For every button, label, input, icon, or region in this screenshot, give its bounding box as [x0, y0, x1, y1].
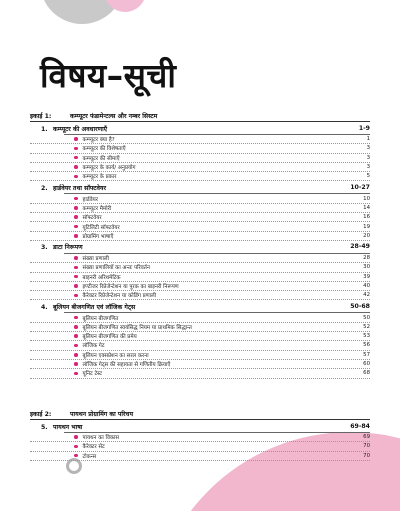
unit-section: [30, 408, 370, 461]
chapter-title: पायथन भाषा: [53, 423, 83, 431]
topic-entry[interactable]: [30, 144, 370, 153]
topic-entry[interactable]: [30, 194, 370, 203]
chapter-title: बूलियन बीजगणित एवं लॉजिक गेट्स: [53, 303, 136, 311]
bullet-icon: [74, 316, 78, 320]
bullet-icon: [74, 165, 78, 169]
topic-page-number: 1: [366, 136, 370, 143]
topic-label: कैरेक्टर सेट: [82, 444, 105, 451]
chapter-number: 2.: [41, 184, 48, 192]
chapter-title: हार्डवेयर तथा सॉफ्टवेयर: [53, 184, 107, 192]
chapter-number: 5.: [41, 423, 48, 431]
topic-page-number: 5: [366, 173, 370, 180]
bullet-icon: [74, 225, 78, 229]
topic-label: संख्या प्रणालियों का अन्तः परिवर्तन: [82, 265, 150, 272]
chapter-page-range: 10-27: [350, 183, 370, 191]
chapter-page-range: 69-84: [350, 422, 370, 430]
bullet-icon: [74, 344, 78, 348]
topic-page-number: 50: [363, 314, 370, 321]
chapter-heading[interactable]: [30, 241, 370, 253]
topic-label: लॉजिक गेट: [82, 343, 105, 350]
topic-entry[interactable]: [30, 263, 370, 272]
topic-page-number: 70: [363, 452, 370, 459]
topic-label: इण्टीजर रिप्रेजेन्टेशन या पूरक का बाइनरी निरूपण: [82, 284, 179, 290]
page-title: विषय–सूची: [40, 56, 177, 95]
topic-page-number: 42: [363, 292, 370, 299]
chapter-entry: [30, 420, 370, 461]
topic-label: टोकन्स: [82, 453, 97, 460]
chapter-entry: [30, 241, 370, 300]
topic-page-number: 69: [363, 434, 370, 441]
topic-page-number: 30: [363, 264, 370, 271]
chapter-number: 1.: [41, 125, 48, 133]
topic-page-number: 52: [363, 323, 370, 330]
topic-label: हार्डवेयर: [82, 196, 98, 203]
topic-entry[interactable]: [30, 135, 370, 144]
topic-entry[interactable]: [30, 232, 370, 241]
bullet-icon: [74, 362, 78, 366]
bullet-icon: [74, 372, 78, 376]
topic-label: बाइनरी अरिथमेटिक: [82, 274, 121, 281]
bullet-icon: [74, 353, 78, 357]
topic-page-number: 28: [363, 255, 370, 262]
topic-entry[interactable]: [30, 351, 370, 360]
chapter-heading[interactable]: [30, 181, 370, 193]
topic-entry[interactable]: [30, 282, 370, 291]
topic-label: कम्प्यूटर की सीमाएँ: [82, 155, 120, 162]
bullet-icon: [74, 175, 78, 179]
topic-label: लॉजिक गेट्स की सहायता से गणितीय क्रियाएँ: [82, 362, 171, 369]
topic-entry[interactable]: [30, 154, 370, 163]
bullet-icon: [74, 234, 78, 238]
topic-label: कम्प्यूटर क्या है?: [82, 137, 115, 144]
topic-entry[interactable]: [30, 452, 370, 461]
topic-entry[interactable]: [30, 313, 370, 322]
topic-entry[interactable]: [30, 433, 370, 442]
topic-page-number: 56: [363, 342, 370, 349]
bullet-icon: [74, 215, 78, 219]
topic-entry[interactable]: [30, 291, 370, 300]
topic-page-number: 3: [366, 164, 370, 171]
chapter-entry: [30, 300, 370, 378]
topic-page-number: 14: [363, 204, 370, 211]
topic-label: बूलियन एक्सप्रेशन का सरल करना: [82, 352, 149, 359]
chapter-page-range: 50-68: [350, 302, 370, 310]
chapter-heading[interactable]: [30, 300, 370, 312]
topic-page-number: 10: [363, 195, 370, 202]
bullet-icon: [74, 156, 78, 160]
topic-page-number: 60: [363, 361, 370, 368]
topic-label: कम्प्यूटर की विशेषताएँ: [82, 146, 126, 153]
unit-title: पायथन प्रोग्रामिंग का परिचय: [70, 411, 134, 418]
chapter-number: 3.: [41, 244, 48, 252]
topic-page-number: 70: [363, 443, 370, 450]
topic-entry[interactable]: [30, 323, 370, 332]
unit-header: [30, 110, 370, 122]
topic-page-number: 39: [363, 273, 370, 280]
bullet-icon: [74, 256, 78, 260]
bullet-icon: [74, 454, 78, 458]
topic-label: कम्प्यूटर के कार्य/ अनुप्रयोग: [82, 165, 136, 172]
topic-entry[interactable]: [30, 341, 370, 350]
bullet-icon: [74, 284, 78, 288]
topic-label: कैरेक्टर रिप्रेजेन्टेशन या कोडिंग प्रणाली: [82, 293, 157, 300]
topic-page-number: 40: [363, 283, 370, 289]
topic-label: बूलियन बीजगणित: [82, 315, 119, 322]
chapter-title: डाटा निरूपण: [53, 244, 83, 252]
chapter-heading[interactable]: [30, 420, 370, 432]
chapter-number: 4.: [41, 303, 48, 311]
topic-page-number: 16: [363, 214, 370, 221]
unit-number: इकाई 2:: [30, 411, 52, 418]
topic-entry[interactable]: [30, 442, 370, 451]
topic-label: कम्प्यूटर मैमोरी: [82, 205, 112, 212]
topic-page-number: 57: [363, 351, 370, 358]
bullet-icon: [74, 206, 78, 210]
topic-entry[interactable]: [30, 222, 370, 231]
topic-entry[interactable]: [30, 213, 370, 222]
chapter-entry: [30, 181, 370, 240]
topic-entry[interactable]: [30, 273, 370, 282]
bullet-icon: [74, 294, 78, 298]
chapter-title: कम्प्यूटर की अवधारणाएँ: [53, 125, 108, 133]
topic-label: संख्या प्रणाली: [82, 256, 109, 263]
chapter-entry: [30, 122, 370, 181]
topic-entry[interactable]: [30, 360, 370, 369]
topic-page-number: 3: [366, 145, 370, 152]
unit-title: कम्प्यूटर फंडामेन्टल्स और नम्बर सिस्टम: [70, 113, 158, 120]
topic-label: सॉफ्टवेयर: [82, 215, 102, 222]
bullet-icon: [74, 197, 78, 201]
bullet-icon: [74, 445, 78, 449]
chapter-page-range: 28-49: [350, 243, 370, 251]
unit-number: इकाई 1:: [30, 113, 52, 120]
topic-page-number: 53: [363, 333, 370, 340]
unit-header: [30, 408, 370, 420]
topic-label: यूटिलिटी सॉफ्टवेयर: [82, 224, 120, 231]
topic-label: प्रोग्रामिंग भाषाएँ: [82, 233, 114, 240]
bullet-icon: [74, 147, 78, 151]
topic-page-number: 3: [366, 154, 370, 161]
topic-label: बूलियन बीजगणित स्वयंसिद्ध नियम या प्राथमिक सिद्धान्त: [82, 324, 192, 331]
topic-page-number: 19: [363, 223, 370, 230]
topic-label: बूलियन बीजगणित की प्रमेय: [82, 334, 137, 341]
chapter-page-range: 1-9: [358, 124, 370, 132]
unit-section: [30, 110, 370, 379]
topic-entry[interactable]: [30, 172, 370, 181]
topic-entry[interactable]: [30, 332, 370, 341]
bullet-icon: [74, 137, 78, 141]
topic-entry[interactable]: [30, 254, 370, 263]
bullet-icon: [74, 275, 78, 279]
bullet-icon: [74, 435, 78, 439]
chapter-heading[interactable]: [30, 122, 370, 134]
topic-entry[interactable]: [30, 204, 370, 213]
topic-label: कम्प्यूटर के प्रकार: [82, 174, 117, 181]
topic-entry[interactable]: [30, 369, 370, 378]
topic-label: पायथन का विकास: [82, 435, 120, 442]
bullet-icon: [74, 334, 78, 338]
bullet-icon: [74, 325, 78, 329]
topic-entry[interactable]: [30, 163, 370, 172]
bullet-icon: [74, 266, 78, 270]
topic-page-number: 68: [363, 370, 370, 377]
topic-page-number: 20: [363, 232, 370, 239]
topic-label: यूनिट टेस्ट: [82, 371, 102, 378]
